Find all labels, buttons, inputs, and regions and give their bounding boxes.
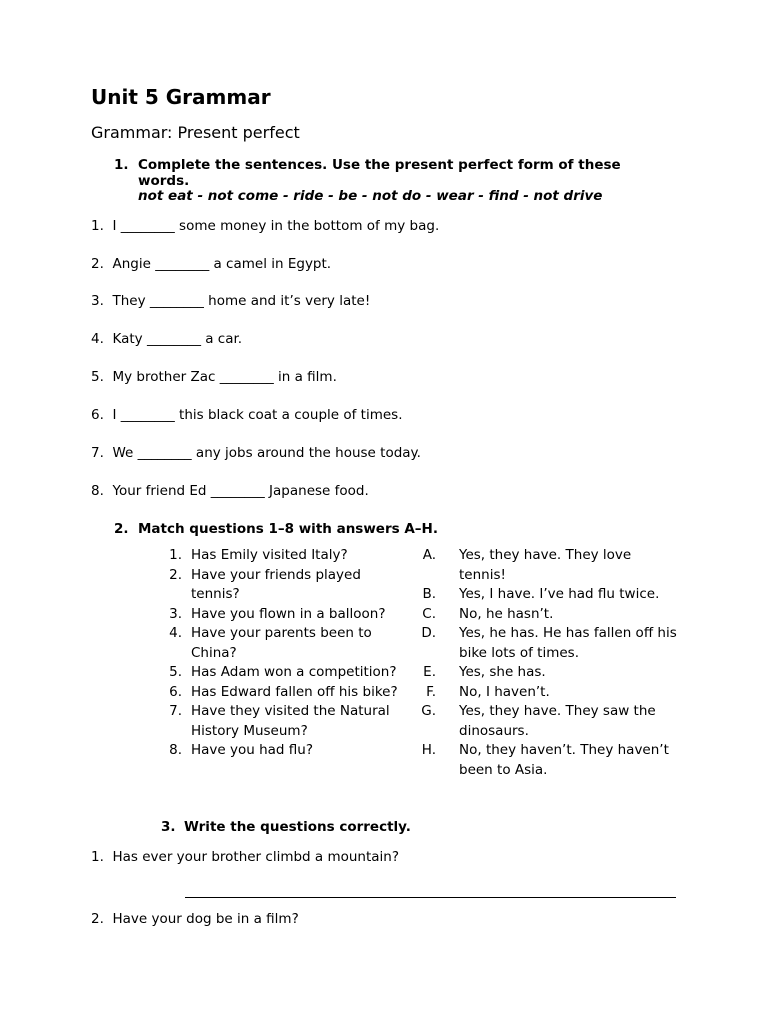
answers-column (410, 546, 680, 780)
question-item (150, 702, 400, 741)
item-text: My brother Zac ________ in a film. (112, 369, 337, 385)
answer-line[interactable] (185, 897, 676, 898)
item-text: They ________ home and it’s very late! (112, 293, 371, 309)
answer-letter: C. (422, 605, 436, 622)
item-number: 7. (91, 445, 104, 461)
question-text: Have they visited the Natural History Museum? (191, 703, 390, 739)
page-title: Unit 5 Grammar (91, 85, 271, 109)
question-number: 8. (169, 742, 182, 758)
answer-letter: E. (423, 664, 436, 680)
item-text: I ________ some money in the bottom of my bag. (112, 218, 440, 234)
question-item (150, 546, 400, 566)
list-item (91, 330, 242, 349)
question-text: Has Emily visited Italy? (191, 547, 348, 563)
answer-item (410, 702, 680, 741)
exercise-1-instruction-line1: Complete the sentences. Use the present perfect form of these (138, 157, 621, 173)
answer-item (410, 546, 680, 585)
exercise-3-instruction: Write the questions correctly. (184, 819, 411, 835)
item-text: I ________ this black coat a couple of times. (112, 407, 403, 423)
item-number: 8. (91, 483, 104, 499)
item-number: 4. (91, 331, 104, 347)
answer-text: Yes, he has. He has fallen off his bike lots of times. (459, 625, 677, 661)
item-number: 6. (91, 407, 104, 423)
answer-letter: B. (422, 586, 436, 602)
answer-letter: H. (421, 742, 436, 758)
list-item (91, 848, 399, 867)
question-item (150, 663, 400, 683)
exercise-1-number: 1. (114, 157, 129, 173)
exercise-3-number: 3. (161, 819, 176, 835)
list-item (91, 292, 370, 311)
answer-item (410, 741, 680, 780)
item-number: 1. (91, 218, 104, 234)
list-item (91, 482, 369, 501)
question-item (150, 624, 400, 663)
item-number: 2. (91, 256, 104, 272)
question-number: 3. (169, 605, 182, 622)
answer-text: Yes, she has. (459, 664, 546, 680)
item-number: 5. (91, 369, 104, 385)
item-text: Have your dog be in a film? (112, 911, 299, 927)
exercise-1-word-bank: not eat - not come - ride - be - not do - wear - find - not drive (138, 188, 603, 204)
list-item (91, 368, 337, 387)
list-item (91, 217, 439, 236)
answer-text: No, he hasn’t. (459, 605, 554, 622)
question-number: 5. (169, 664, 182, 680)
question-text: Have you had flu? (191, 742, 314, 758)
answer-item (410, 663, 680, 683)
answer-text: Yes, I have. I’ve had flu twice. (459, 586, 660, 602)
answer-text: No, they haven’t. They haven’t been to Asia. (459, 742, 669, 778)
item-text: Angie ________ a camel in Egypt. (112, 256, 332, 272)
answer-text: No, I haven’t. (459, 683, 550, 700)
exercise-2-number: 2. (114, 521, 129, 537)
question-number: 6. (169, 683, 182, 700)
answer-text: Yes, they have. They saw the dinosaurs. (459, 703, 656, 739)
item-text: We ________ any jobs around the house today. (112, 445, 421, 461)
answer-text: Yes, they have. They love tennis! (459, 547, 632, 583)
item-text: Has ever your brother climbd a mountain? (112, 849, 400, 865)
question-text: Have your parents been to China? (191, 625, 372, 661)
question-number: 2. (169, 566, 182, 583)
list-item (91, 406, 402, 425)
questions-column (150, 546, 400, 761)
question-item (150, 741, 400, 761)
question-text: Have your friends played tennis? (191, 566, 361, 602)
page-subtitle: Grammar: Present perfect (91, 123, 300, 142)
question-number: 7. (169, 703, 182, 719)
answer-item (410, 624, 680, 663)
exercise-1-instruction-line2: words. (138, 173, 190, 189)
answer-letter: D. (421, 625, 436, 641)
answer-item (410, 683, 680, 703)
item-text: Your friend Ed ________ Japanese food. (112, 483, 369, 499)
answer-letter: A. (422, 547, 436, 563)
question-item (150, 683, 400, 703)
question-item (150, 605, 400, 625)
answer-letter: G. (421, 703, 436, 719)
answer-item (410, 585, 680, 605)
question-text: Has Adam won a competition? (191, 664, 397, 680)
list-item (91, 910, 299, 929)
question-text: Have you flown in a balloon? (191, 605, 386, 622)
question-text: Has Edward fallen off his bike? (191, 683, 398, 700)
answer-letter: F. (426, 683, 436, 700)
item-text: Katy ________ a car. (112, 331, 243, 347)
question-item (150, 566, 400, 605)
item-number: 3. (91, 293, 104, 309)
item-number: 1. (91, 849, 104, 865)
list-item (91, 255, 331, 274)
question-number: 4. (169, 625, 182, 641)
exercise-2-instruction: Match questions 1–8 with answers A–H. (138, 521, 438, 537)
question-number: 1. (169, 547, 182, 563)
list-item (91, 444, 421, 463)
answer-item (410, 605, 680, 625)
item-number: 2. (91, 911, 104, 927)
